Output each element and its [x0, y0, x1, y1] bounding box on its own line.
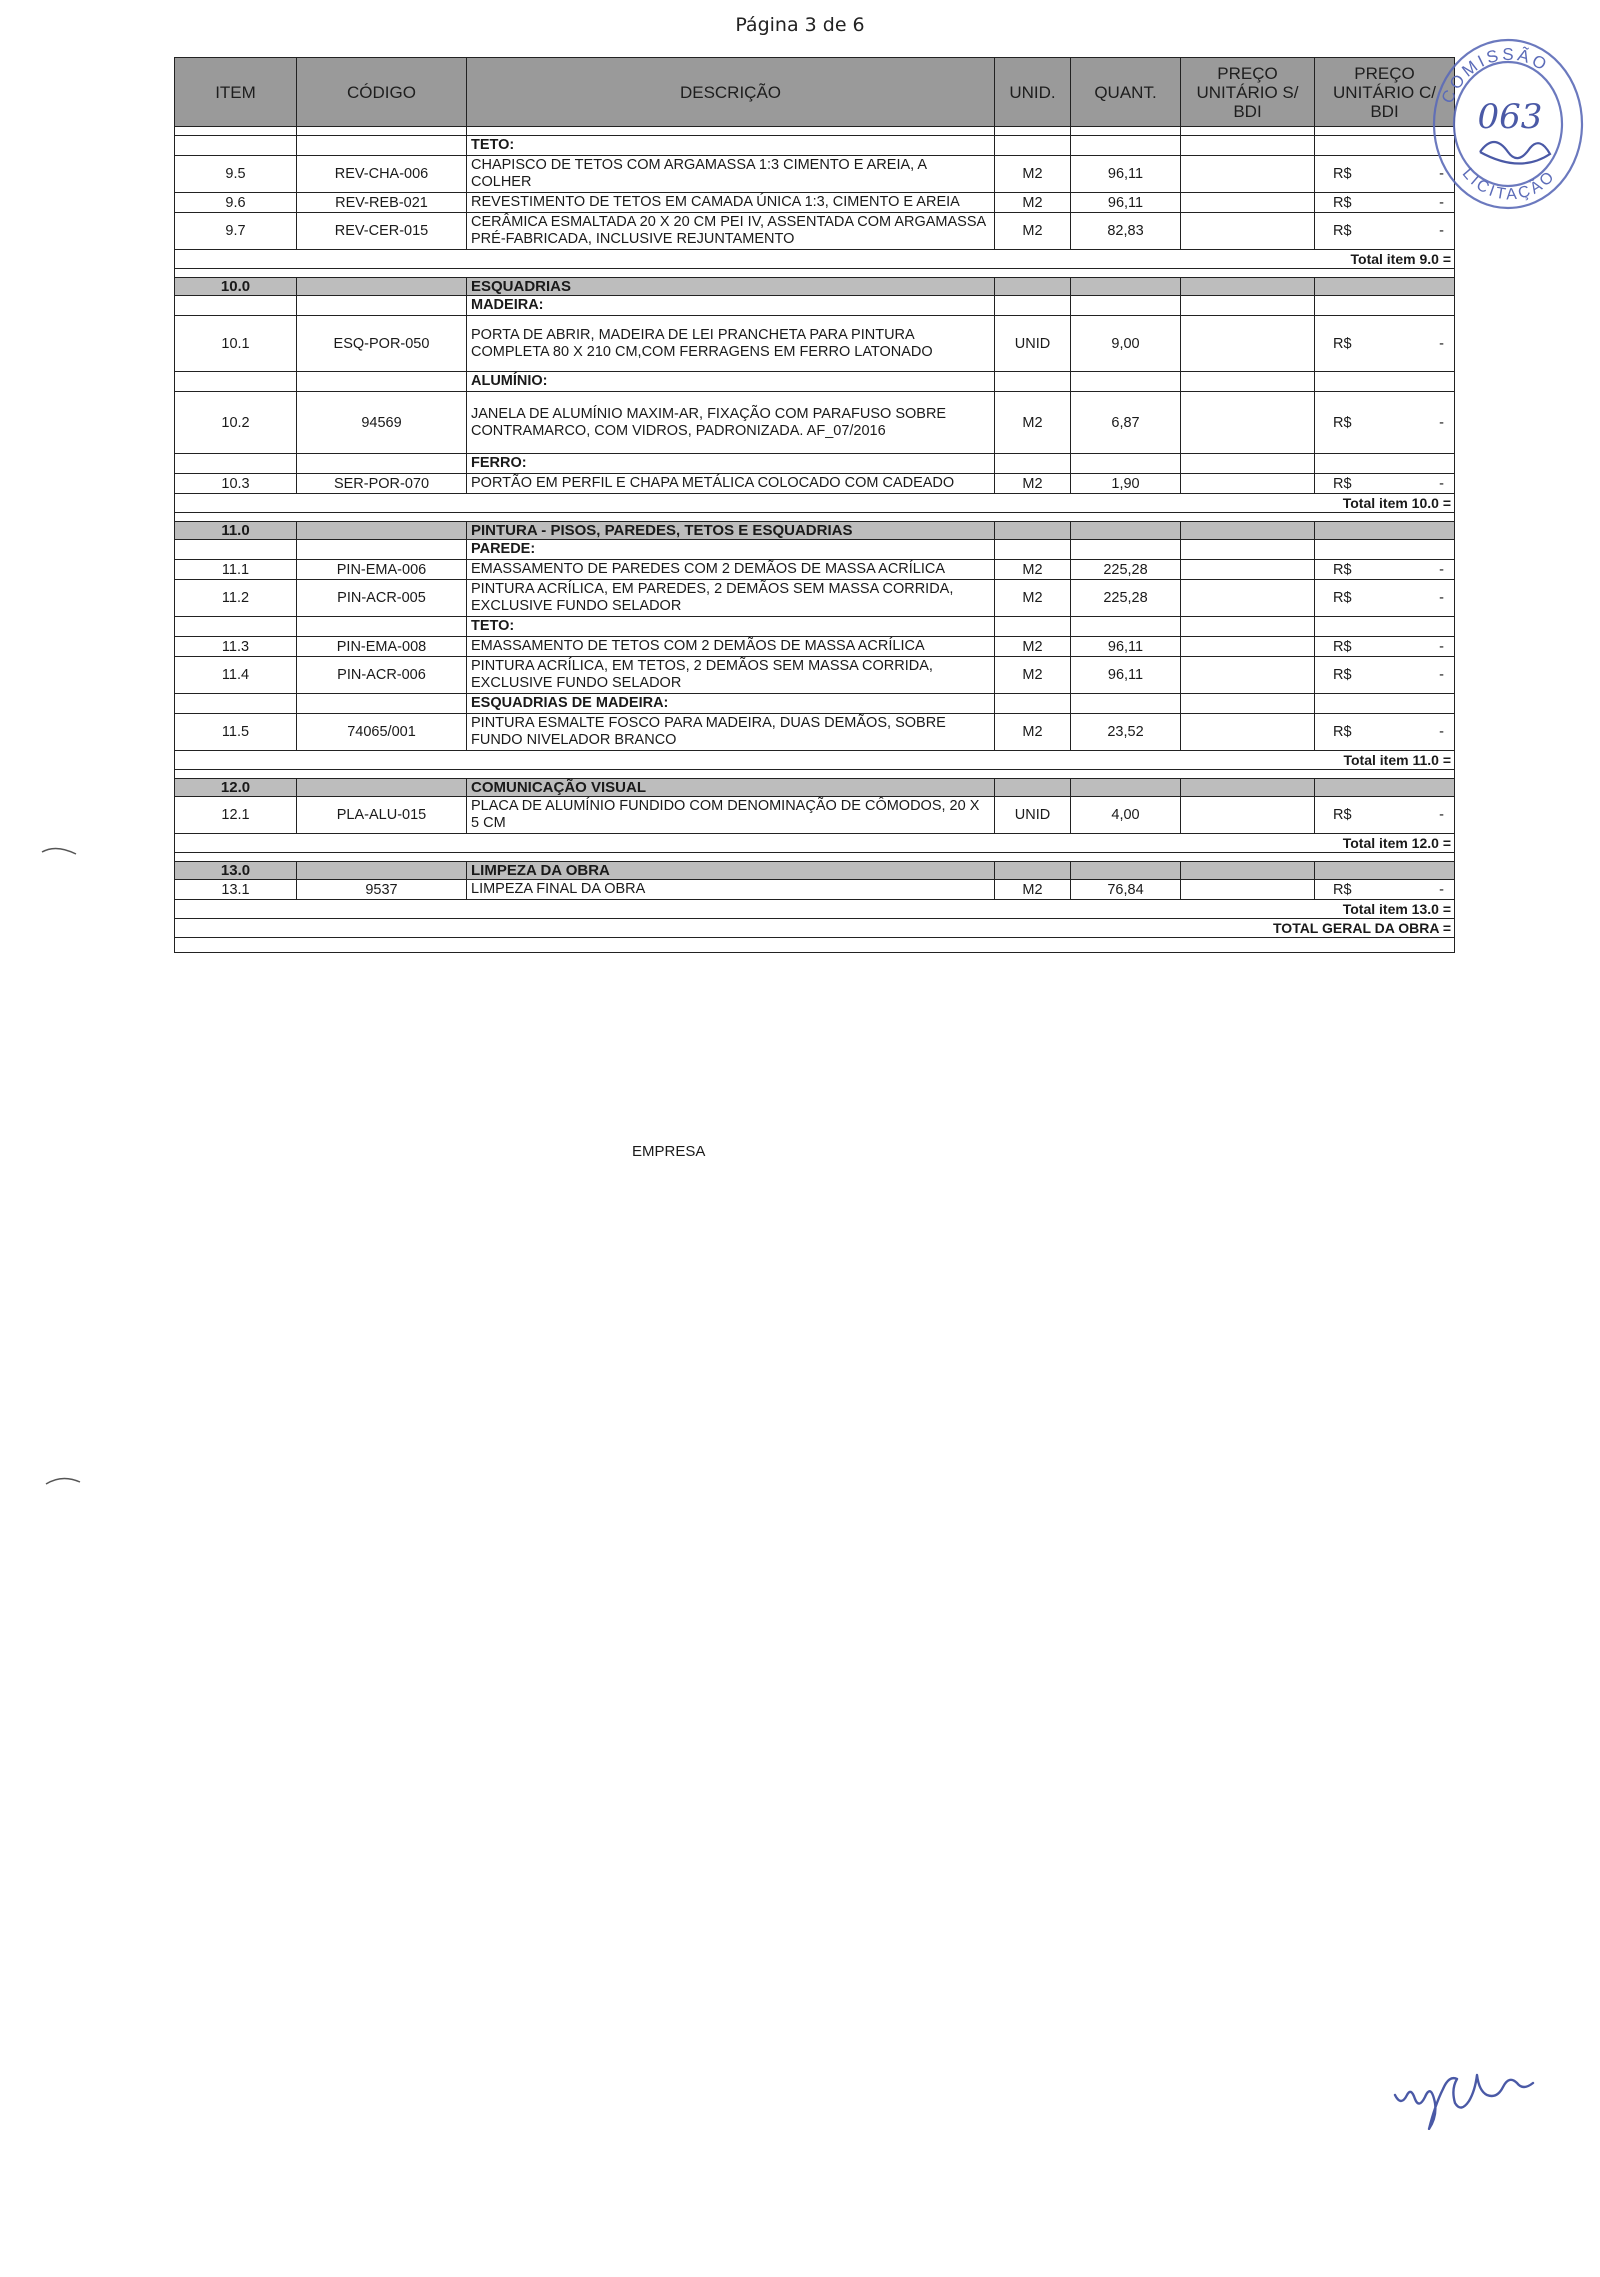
signature-mark — [1390, 2050, 1560, 2130]
spacer-row — [175, 770, 1455, 779]
price-with-bdi: R$ - — [1315, 560, 1455, 580]
item-quantity: 96,11 — [1071, 637, 1181, 657]
price-no-bdi — [1181, 392, 1315, 454]
item-description: LIMPEZA FINAL DA OBRA — [467, 880, 995, 900]
item-unit: M2 — [995, 714, 1071, 751]
table-row — [175, 714, 1455, 751]
item-number: 11.5 — [175, 714, 297, 751]
table-row — [175, 316, 1455, 372]
item-code: PIN-ACR-005 — [297, 580, 467, 617]
subtotal-row — [175, 494, 1455, 513]
item-unit: M2 — [995, 880, 1071, 900]
item-number: 11.4 — [175, 657, 297, 694]
item-number: 9.5 — [175, 156, 297, 193]
subsection-label: TETO: — [467, 136, 995, 156]
item-code: 9537 — [297, 880, 467, 900]
item-unit: M2 — [995, 156, 1071, 193]
col-unid: UNID. — [995, 58, 1071, 127]
stamp-top-text: COMISSÃO — [1437, 44, 1553, 107]
subsection-row — [175, 540, 1455, 560]
item-description: PINTURA ESMALTE FOSCO PARA MADEIRA, DUAS DEMÃOS, SOBRE FUNDO NIVELADOR BRANCO — [467, 714, 995, 751]
spacer-row — [175, 269, 1455, 278]
item-quantity: 9,00 — [1071, 316, 1181, 372]
item-description: PINTURA ACRÍLICA, EM PAREDES, 2 DEMÃOS SEM MASSA CORRIDA, EXCLUSIVE FUNDO SELADOR — [467, 580, 995, 617]
col-quant: QUANT. — [1071, 58, 1181, 127]
item-description: PORTA DE ABRIR, MADEIRA DE LEI PRANCHETA PARA PINTURA COMPLETA 80 X 210 CM,COM FERRAGENS EM FERRO LATONADO — [467, 316, 995, 372]
price-no-bdi — [1181, 316, 1315, 372]
subtotal-label: Total item 13.0 = — [175, 900, 1455, 919]
item-quantity: 6,87 — [1071, 392, 1181, 454]
price-no-bdi — [1181, 474, 1315, 494]
price-with-bdi: R$ - — [1315, 474, 1455, 494]
price-with-bdi: R$ - — [1315, 880, 1455, 900]
table-row — [175, 193, 1455, 213]
item-code: REV-CER-015 — [297, 213, 467, 250]
item-quantity: 82,83 — [1071, 213, 1181, 250]
item-description: CERÂMICA ESMALTADA 20 X 20 CM PEI IV, ASSENTADA COM ARGAMASSA PRÉ-FABRICADA, INCLUSIVE REJUNTAMENTO — [467, 213, 995, 250]
item-quantity: 23,52 — [1071, 714, 1181, 751]
price-no-bdi — [1181, 880, 1315, 900]
table-header — [175, 58, 1455, 127]
table-row — [175, 474, 1455, 494]
item-number: 12.1 — [175, 797, 297, 834]
section-title: LIMPEZA DA OBRA — [467, 862, 995, 880]
col-descricao: DESCRIÇÃO — [467, 58, 995, 127]
item-quantity: 225,28 — [1071, 580, 1181, 617]
price-with-bdi: R$ - — [1315, 213, 1455, 250]
price-no-bdi — [1181, 637, 1315, 657]
item-description: PLACA DE ALUMÍNIO FUNDIDO COM DENOMINAÇÃO DE CÔMODOS, 20 X 5 CM — [467, 797, 995, 834]
item-number: 9.6 — [175, 193, 297, 213]
section-header — [175, 779, 1455, 797]
item-number: 11.2 — [175, 580, 297, 617]
item-number: 13.1 — [175, 880, 297, 900]
item-description: PORTÃO EM PERFIL E CHAPA METÁLICA COLOCADO COM CADEADO — [467, 474, 995, 494]
item-code: 94569 — [297, 392, 467, 454]
price-no-bdi — [1181, 714, 1315, 751]
price-no-bdi — [1181, 580, 1315, 617]
subsection-label: MADEIRA: — [467, 296, 995, 316]
stamp-number: 063 — [1477, 97, 1543, 137]
item-unit: UNID — [995, 316, 1071, 372]
item-number: 11.3 — [175, 637, 297, 657]
subtotal-label: Total item 9.0 = — [175, 250, 1455, 269]
table-row — [175, 797, 1455, 834]
col-item: ITEM — [175, 58, 297, 127]
grand-total-label: TOTAL GERAL DA OBRA = — [175, 919, 1455, 938]
section-header — [175, 278, 1455, 296]
item-unit: M2 — [995, 560, 1071, 580]
price-with-bdi: R$ - — [1315, 714, 1455, 751]
commission-stamp — [1418, 24, 1588, 224]
item-unit: M2 — [995, 193, 1071, 213]
item-quantity: 225,28 — [1071, 560, 1181, 580]
item-unit: M2 — [995, 474, 1071, 494]
item-quantity: 96,11 — [1071, 193, 1181, 213]
item-description: CHAPISCO DE TETOS COM ARGAMASSA 1:3 CIMENTO E AREIA, A COLHER — [467, 156, 995, 193]
section-number: 12.0 — [175, 779, 297, 797]
subsection-label: TETO: — [467, 617, 995, 637]
budget-table — [174, 57, 1455, 953]
table-row — [175, 392, 1455, 454]
section-header — [175, 522, 1455, 540]
item-unit: M2 — [995, 213, 1071, 250]
price-no-bdi — [1181, 193, 1315, 213]
subsection-label: ESQUADRIAS DE MADEIRA: — [467, 694, 995, 714]
col-preco-com-bdi: PREÇO UNITÁRIO C/ BDI — [1315, 58, 1455, 127]
price-with-bdi: R$ - — [1315, 156, 1455, 193]
item-unit: M2 — [995, 657, 1071, 694]
scan-mark — [44, 1470, 84, 1490]
subsection-row — [175, 694, 1455, 714]
subsection-label: FERRO: — [467, 454, 995, 474]
item-code: 74065/001 — [297, 714, 467, 751]
item-code: PIN-EMA-006 — [297, 560, 467, 580]
section-number: 11.0 — [175, 522, 297, 540]
item-number: 10.2 — [175, 392, 297, 454]
item-number: 9.7 — [175, 213, 297, 250]
item-unit: UNID — [995, 797, 1071, 834]
subsection-label: ALUMÍNIO: — [467, 372, 995, 392]
price-with-bdi: R$ - — [1315, 580, 1455, 617]
price-no-bdi — [1181, 657, 1315, 694]
spacer-row — [175, 938, 1455, 953]
item-number: 10.1 — [175, 316, 297, 372]
subsection-row — [175, 454, 1455, 474]
price-with-bdi: R$ - — [1315, 316, 1455, 372]
table-row — [175, 213, 1455, 250]
company-label: EMPRESA — [632, 1143, 706, 1160]
item-unit: M2 — [995, 392, 1071, 454]
subsection-row — [175, 296, 1455, 316]
item-quantity: 1,90 — [1071, 474, 1181, 494]
subtotal-row — [175, 250, 1455, 269]
subtotal-row — [175, 834, 1455, 853]
col-codigo: CÓDIGO — [297, 58, 467, 127]
subtotal-label: Total item 10.0 = — [175, 494, 1455, 513]
table-row — [175, 637, 1455, 657]
table-row — [175, 156, 1455, 193]
table-row — [175, 560, 1455, 580]
price-with-bdi: R$ - — [1315, 637, 1455, 657]
item-number: 11.1 — [175, 560, 297, 580]
spacer-row — [175, 853, 1455, 862]
subsection-label: PAREDE: — [467, 540, 995, 560]
item-code: REV-CHA-006 — [297, 156, 467, 193]
grand-total-row — [175, 919, 1455, 938]
subtotal-label: Total item 11.0 = — [175, 751, 1455, 770]
item-code: SER-POR-070 — [297, 474, 467, 494]
subtotal-row — [175, 751, 1455, 770]
section-number: 10.0 — [175, 278, 297, 296]
table-row — [175, 880, 1455, 900]
item-code: PIN-ACR-006 — [297, 657, 467, 694]
item-quantity: 4,00 — [1071, 797, 1181, 834]
table-row — [175, 657, 1455, 694]
item-code: REV-REB-021 — [297, 193, 467, 213]
item-code: PIN-EMA-008 — [297, 637, 467, 657]
item-description: EMASSAMENTO DE PAREDES COM 2 DEMÃOS DE MASSA ACRÍLICA — [467, 560, 995, 580]
subsection-row — [175, 136, 1455, 156]
price-with-bdi: R$ - — [1315, 797, 1455, 834]
col-preco-sem-bdi: PREÇO UNITÁRIO S/ BDI — [1181, 58, 1315, 127]
section-number: 13.0 — [175, 862, 297, 880]
item-description: JANELA DE ALUMÍNIO MAXIM-AR, FIXAÇÃO COM PARAFUSO SOBRE CONTRAMARCO, COM VIDROS, PADRONIZADA. AF_07/2016 — [467, 392, 995, 454]
item-code: ESQ-POR-050 — [297, 316, 467, 372]
section-title: PINTURA - PISOS, PAREDES, TETOS E ESQUADRIAS — [467, 522, 995, 540]
stamp-bottom-text: LICITAÇÃO — [1458, 165, 1560, 204]
item-quantity: 96,11 — [1071, 156, 1181, 193]
item-description: REVESTIMENTO DE TETOS EM CAMADA ÚNICA 1:3, CIMENTO E AREIA — [467, 193, 995, 213]
item-quantity: 76,84 — [1071, 880, 1181, 900]
subtotal-label: Total item 12.0 = — [175, 834, 1455, 853]
price-with-bdi: R$ - — [1315, 392, 1455, 454]
subsection-row — [175, 617, 1455, 637]
subsection-row — [175, 372, 1455, 392]
price-no-bdi — [1181, 560, 1315, 580]
spacer-row — [175, 127, 1455, 136]
table-row — [175, 580, 1455, 617]
subtotal-row — [175, 900, 1455, 919]
item-unit: M2 — [995, 637, 1071, 657]
price-no-bdi — [1181, 797, 1315, 834]
item-description: PINTURA ACRÍLICA, EM TETOS, 2 DEMÃOS SEM MASSA CORRIDA, EXCLUSIVE FUNDO SELADOR — [467, 657, 995, 694]
item-unit: M2 — [995, 580, 1071, 617]
price-with-bdi: R$ - — [1315, 193, 1455, 213]
item-number: 10.3 — [175, 474, 297, 494]
price-no-bdi — [1181, 213, 1315, 250]
item-description: EMASSAMENTO DE TETOS COM 2 DEMÃOS DE MASSA ACRÍLICA — [467, 637, 995, 657]
section-title: COMUNICAÇÃO VISUAL — [467, 779, 995, 797]
item-quantity: 96,11 — [1071, 657, 1181, 694]
item-code: PLA-ALU-015 — [297, 797, 467, 834]
section-header — [175, 862, 1455, 880]
page-number: Página 3 de 6 — [735, 14, 865, 36]
price-no-bdi — [1181, 156, 1315, 193]
section-title: ESQUADRIAS — [467, 278, 995, 296]
spacer-row — [175, 513, 1455, 522]
price-with-bdi: R$ - — [1315, 657, 1455, 694]
scan-mark — [40, 840, 80, 860]
